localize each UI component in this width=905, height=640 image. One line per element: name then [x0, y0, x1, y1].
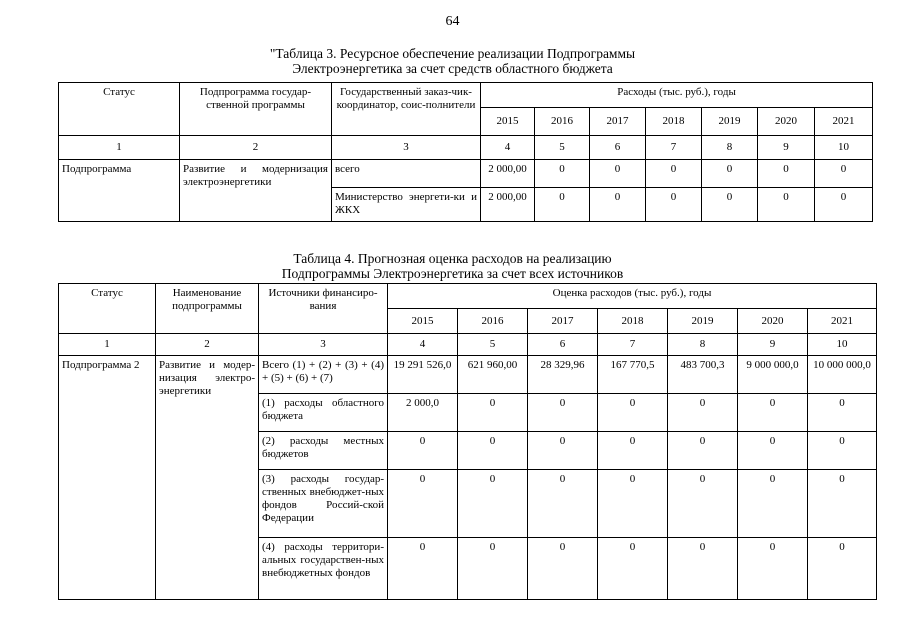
- t3-year: 2021: [815, 108, 873, 136]
- t3-cell: 0: [590, 188, 646, 222]
- t4-col-number: 1: [59, 334, 156, 356]
- t4-cell: 0: [388, 470, 458, 538]
- t4-year: 2018: [598, 309, 668, 334]
- t3-subprogram-cell: Развитие и модернизация электроэнергетики: [180, 160, 332, 222]
- t4-col-number: 5: [458, 334, 528, 356]
- t4-col-number: 2: [156, 334, 259, 356]
- t4-col-number: 4: [388, 334, 458, 356]
- t4-cell: 19 291 526,0: [388, 356, 458, 394]
- t3-status-cell: Подпрограмма: [59, 160, 180, 222]
- t4-header-status: Статус: [59, 284, 156, 334]
- t3-year: 2015: [481, 108, 535, 136]
- t3-col-number: 4: [481, 136, 535, 160]
- t3-cell: 2 000,00: [481, 188, 535, 222]
- t3-header-expenses: Расходы (тыс. руб.), годы: [481, 83, 873, 108]
- t4-year: 2017: [528, 309, 598, 334]
- t4-cell: 0: [598, 394, 668, 432]
- t4-cell: 0: [738, 394, 808, 432]
- t3-col-number: 3: [332, 136, 481, 160]
- t4-cell: 0: [458, 470, 528, 538]
- t4-row-label: (4) расходы территори-альных государствен-ных внебюджетных фондов: [259, 538, 388, 600]
- t3-year: 2016: [535, 108, 590, 136]
- t3-year: 2019: [702, 108, 758, 136]
- t4-cell: 0: [808, 470, 877, 538]
- t4-cell: 0: [668, 432, 738, 470]
- t3-year: 2017: [590, 108, 646, 136]
- t4-header-name: Наименование подпрограммы: [156, 284, 259, 334]
- t4-cell: 0: [598, 470, 668, 538]
- t4-col-number: 8: [668, 334, 738, 356]
- t4-year: 2015: [388, 309, 458, 334]
- t3-cell: 0: [646, 188, 702, 222]
- t3-cell: 0: [758, 188, 815, 222]
- t3-header-subprogram: Подпрограмма государ-ственной программы: [180, 83, 332, 136]
- t3-col-number: 10: [815, 136, 873, 160]
- t4-name-cell: Развитие и модер-низация электро-энергетики: [156, 356, 259, 600]
- t4-col-number: 9: [738, 334, 808, 356]
- t4-cell: 0: [738, 538, 808, 600]
- t4-cell: 9 000 000,0: [738, 356, 808, 394]
- t4-col-number: 3: [259, 334, 388, 356]
- t4-row-label: Всего (1) + (2) + (3) + (4) + (5) + (6) + (7): [259, 356, 388, 394]
- t4-row-label: (2) расходы местных бюджетов: [259, 432, 388, 470]
- t4-cell: 0: [668, 394, 738, 432]
- t3-cell: 0: [702, 188, 758, 222]
- t3-col-number: 8: [702, 136, 758, 160]
- t3-row-label: Министерство энергети-ки и ЖКХ: [332, 188, 481, 222]
- t3-row-label: всего: [332, 160, 481, 188]
- table4: [58, 283, 877, 600]
- page-number: 64: [445, 14, 460, 29]
- t3-col-number: 9: [758, 136, 815, 160]
- t4-cell: 621 960,00: [458, 356, 528, 394]
- table4-caption-line1: Таблица 4. Прогнозная оценка расходов на реализацию: [293, 251, 612, 266]
- t4-cell: 0: [388, 538, 458, 600]
- table3: [58, 82, 873, 222]
- t3-col-number: 7: [646, 136, 702, 160]
- t4-cell: 0: [808, 432, 877, 470]
- t3-cell: 0: [815, 188, 873, 222]
- t4-cell: 0: [528, 394, 598, 432]
- t4-cell: 0: [738, 432, 808, 470]
- t4-year: 2019: [668, 309, 738, 334]
- t3-col-number: 6: [590, 136, 646, 160]
- t4-year: 2021: [808, 309, 877, 334]
- t4-cell: 483 700,3: [668, 356, 738, 394]
- t4-cell: 0: [458, 432, 528, 470]
- t4-cell: 0: [458, 394, 528, 432]
- t3-cell: 0: [758, 160, 815, 188]
- t4-cell: 0: [528, 432, 598, 470]
- t3-cell: 0: [590, 160, 646, 188]
- t3-cell: 0: [702, 160, 758, 188]
- t3-cell: 2 000,00: [481, 160, 535, 188]
- table3-caption-line1: "Таблица 3. Ресурсное обеспечение реализации Подпрограммы: [269, 46, 636, 61]
- t4-row-label: (1) расходы областного бюджета: [259, 394, 388, 432]
- t4-status-cell: Подпрограмма 2: [59, 356, 156, 600]
- t4-header-estimate: Оценка расходов (тыс. руб.), годы: [388, 284, 877, 309]
- t3-header-customer: Государственный заказ-чик-координатор, соис-полнители: [332, 83, 481, 136]
- t4-cell: 0: [808, 394, 877, 432]
- table4-caption-line2: Подпрограммы Электроэнергетика за счет всех источников: [281, 266, 624, 281]
- t3-year: 2018: [646, 108, 702, 136]
- t4-cell: 0: [528, 470, 598, 538]
- t4-row-label: (3) расходы государ-ственных внебюджет-ных фондов Россий-ской Федерации: [259, 470, 388, 538]
- t3-year: 2020: [758, 108, 815, 136]
- t4-cell: 0: [528, 538, 598, 600]
- t4-cell: 0: [458, 538, 528, 600]
- t3-cell: 0: [815, 160, 873, 188]
- t4-header-sources: Источники финансиро-вания: [259, 284, 388, 334]
- t4-cell: 0: [668, 470, 738, 538]
- t3-col-number: 2: [180, 136, 332, 160]
- t3-cell: 0: [535, 188, 590, 222]
- t4-cell: 0: [738, 470, 808, 538]
- t4-year: 2020: [738, 309, 808, 334]
- t4-col-number: 7: [598, 334, 668, 356]
- t4-cell: 0: [808, 538, 877, 600]
- t3-cell: 0: [535, 160, 590, 188]
- t3-col-number: 5: [535, 136, 590, 160]
- t3-col-number: 1: [59, 136, 180, 160]
- t4-cell: 28 329,96: [528, 356, 598, 394]
- t4-cell: 0: [598, 432, 668, 470]
- t4-col-number: 10: [808, 334, 877, 356]
- t4-col-number: 6: [528, 334, 598, 356]
- t3-cell: 0: [646, 160, 702, 188]
- table3-caption-line2: Электроэнергетика за счет средств областного бюджета: [292, 61, 613, 76]
- table3-caption: [0, 46, 905, 76]
- t4-cell: 0: [388, 432, 458, 470]
- table4-caption: [0, 251, 905, 281]
- t3-header-status: Статус: [59, 83, 180, 136]
- t4-cell: 167 770,5: [598, 356, 668, 394]
- t4-year: 2016: [458, 309, 528, 334]
- t4-cell: 0: [668, 538, 738, 600]
- t4-cell: 2 000,0: [388, 394, 458, 432]
- t4-cell: 10 000 000,0: [808, 356, 877, 394]
- t4-cell: 0: [598, 538, 668, 600]
